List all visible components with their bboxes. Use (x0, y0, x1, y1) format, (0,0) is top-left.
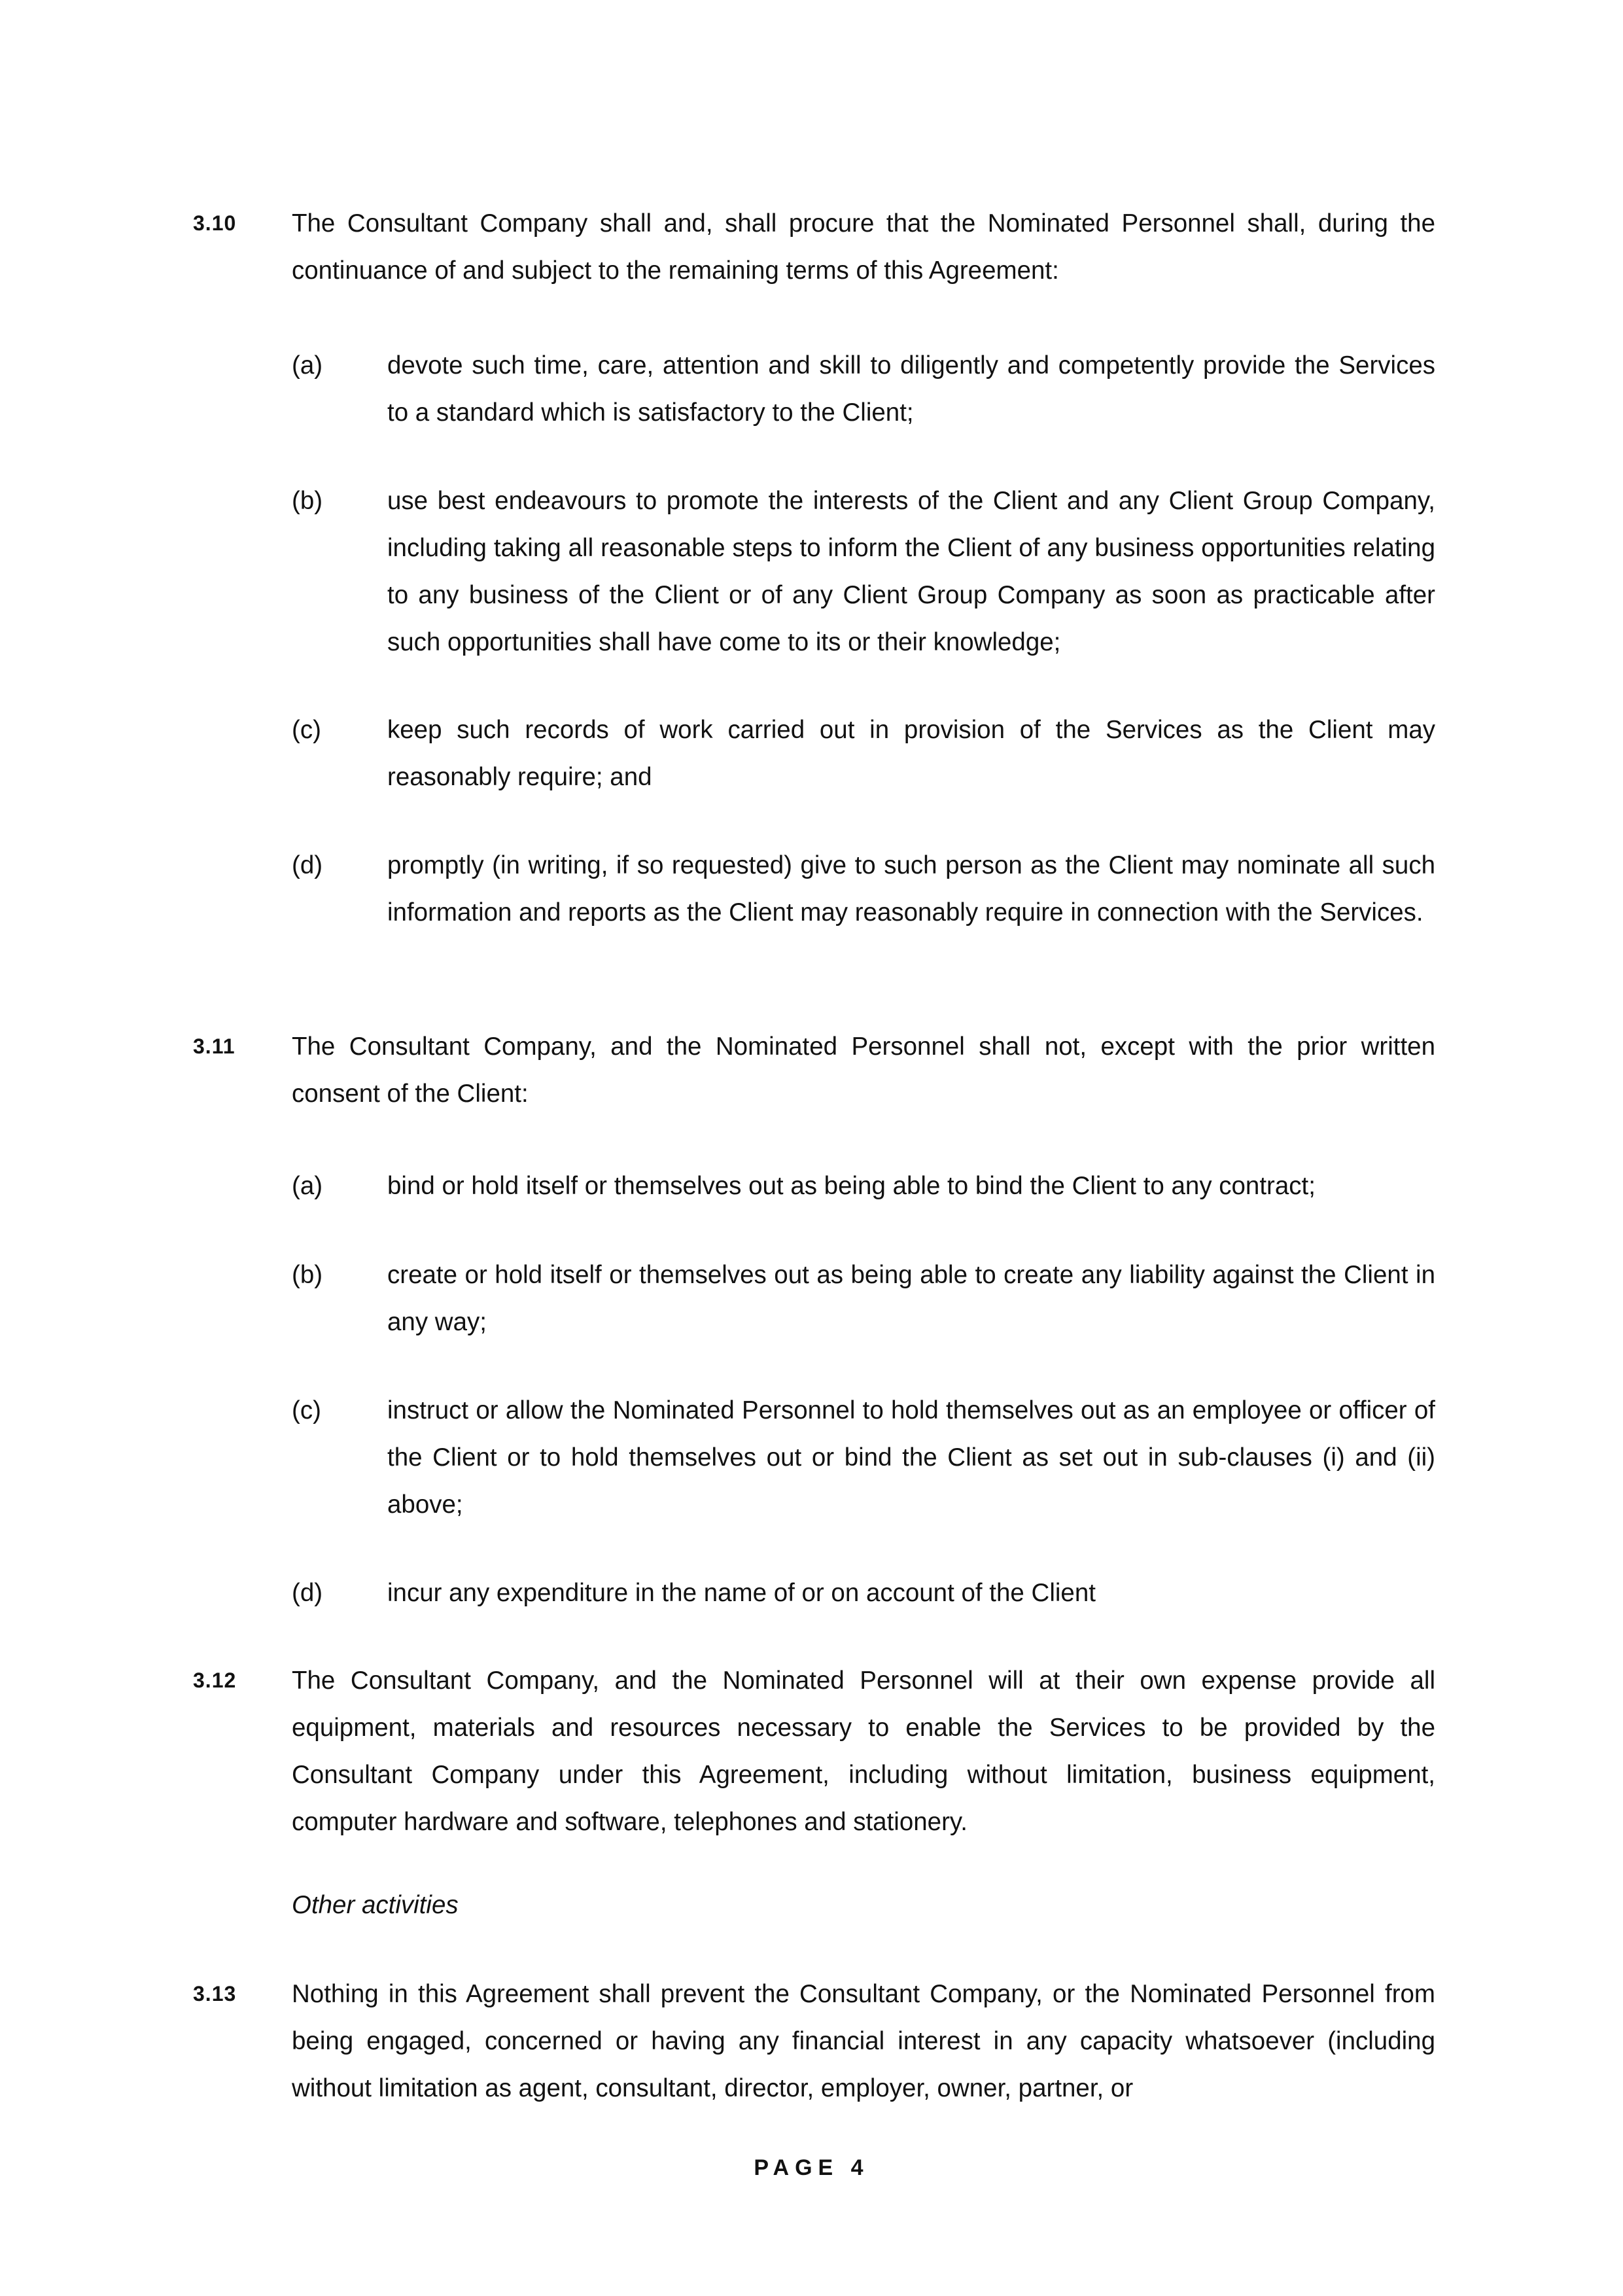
clause-text: The Consultant Company, and the Nominated Personnel shall not, except with the prior written consent of the Client: (292, 1033, 1435, 1108)
clause-text: The Consultant Company, and the Nominated Personnel will at their own expense provide all equipment, materials and resources necessary to enable the Services to be provided by the Consultant Company under this Agreement, including without limitation, business equipment, computer hardware and software, telephones and stationery. (292, 1667, 1435, 1836)
sub-clause-text: incur any expenditure in the name of or on account of the Client (387, 1579, 1096, 1607)
sub-clause-text: use best endeavours to promote the interests of the Client and any Client Group Company, including taking all reasonable steps to inform the Client of any business opportunities relating to any business of the Client or of any Client Group Company as soon as practicable after such opportunities shall have come to its or their knowledge; (387, 487, 1435, 656)
sub-clause-label: (d) (292, 1579, 323, 1607)
clause-number: 3.13 (193, 1982, 237, 2005)
sub-clause-text: instruct or allow the Nominated Personnel to hold themselves out as an employee or officer of the Client or to hold themselves out or bind the Client as set out in sub-clauses (i) and (ii) above; (387, 1396, 1435, 1519)
clause-text: Nothing in this Agreement shall prevent the Consultant Company, or the Nominated Personnel from being engaged, concerned or having any financial interest in any capacity whatsoever (including without limitation as agent, consultant, director, employer, owner, partner, or (292, 1980, 1435, 2102)
sub-clause-label: (c) (292, 1396, 321, 1424)
sub-clause-label: (b) (292, 1261, 323, 1289)
sub-clause-text: bind or hold itself or themselves out as being able to bind the Client to any contract; (387, 1172, 1316, 1200)
sub-clause-label: (d) (292, 851, 323, 879)
clause-number: 3.11 (193, 1034, 236, 1058)
sub-clause-text: keep such records of work carried out in provision of the Services as the Client may reasonably require; and (387, 716, 1435, 791)
clause-number: 3.12 (193, 1669, 237, 1692)
sub-clause-text: promptly (in writing, if so requested) give to such person as the Client may nominate all such information and reports as the Client may reasonably require in connection with the Services. (387, 851, 1435, 927)
page-number-footer: PAGE 4 (754, 2155, 869, 2180)
sub-clause-label: (a) (292, 1172, 323, 1200)
sub-clause-label: (b) (292, 487, 323, 515)
clause-number: 3.10 (193, 211, 237, 235)
sub-clause-text: devote such time, care, attention and skill to diligently and competently provide the Services to a standard which is satisfactory to the Client; (387, 351, 1435, 427)
section-heading-other-activities: Other activities (292, 1891, 459, 1919)
sub-clause-text: create or hold itself or themselves out as being able to create any liability against the Client in any way; (387, 1261, 1435, 1336)
sub-clause-label: (a) (292, 351, 323, 380)
clause-text: The Consultant Company shall and, shall procure that the Nominated Personnel shall, during the continuance of and subject to the remaining terms of this Agreement: (292, 209, 1435, 285)
sub-clause-label: (c) (292, 716, 321, 744)
